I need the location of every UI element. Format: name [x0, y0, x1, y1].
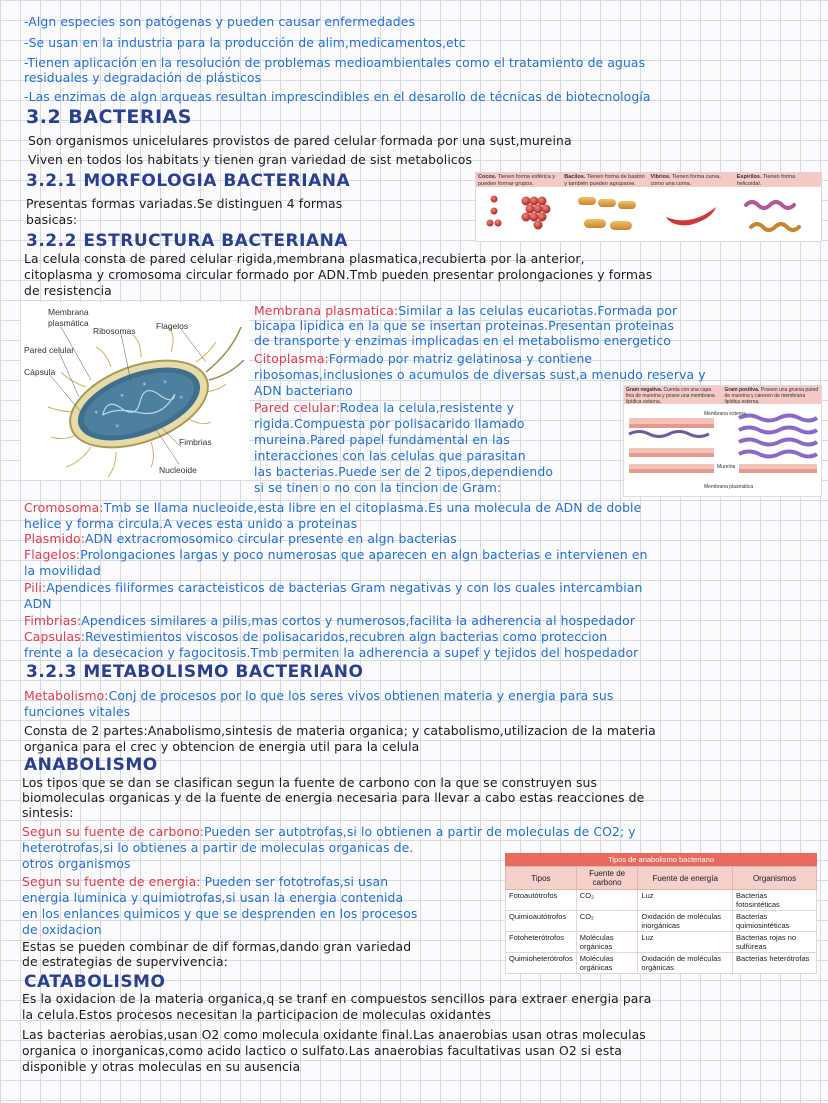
label-pared-celular: Pared celular [24, 345, 75, 355]
bacilos-icon [578, 197, 636, 230]
morfologia-line: basicas: [26, 212, 78, 227]
label-membrana-2: plasmática [48, 318, 89, 328]
estructura-term-line: Capsulas:Revestimientos viscosos de polisacaridos,recubren algn bacterias como proteccion [24, 629, 608, 644]
intro-line: -Tienen aplicación en la resolución de problemas medioambientales como el tratamiento de aguas [24, 55, 646, 70]
gram-negative-header: Gram negativa. Cuenta con una capa fina de mureína y posee una membrana lipídica externa. [626, 387, 715, 404]
shape-header-cocos: Cocos. Tienen forma esférica y pueden formar grupos. [478, 174, 556, 187]
section-title-estructura: 3.2.2 ESTRUCTURA BACTERIANA [26, 231, 348, 251]
table-cell: Bacterias fotosintéticas [733, 890, 817, 911]
gram-positive-header: Gram positiva. Poseen una gruesa pared de mureína y carecen de membrana lipídica externa. [724, 387, 819, 404]
intro-line: -Algn especies son patógenas y pueden causar enfermedades [24, 14, 416, 29]
estructura-line: de resistencia [24, 283, 112, 298]
table-cell: Oxidación de moléculas orgánicas [638, 953, 733, 974]
estructura-term-line: Pili:Apendices filiformes caracteisticos de bacterias Gram negativas y con los cuales intercambian [24, 580, 643, 595]
estructura-detail-line: si se tinen o no con la tincion de Gram: [254, 480, 502, 495]
anabolismo-energia: en los enlances quimicos y que se desprenden en los procesos [22, 906, 418, 921]
label-capsula: Cápsula [24, 367, 56, 377]
anabolismo-energia: energia luminica y quimiotrofas,si usan la energia contenida [22, 890, 404, 905]
metabolismo-definition: funciones vitales [24, 704, 131, 719]
intro-line: -Las enzimas de algn arqueas resultan imprescindibles en el desarollo de técnicas de biotecnología [24, 89, 651, 104]
table-cell: CO₂ [576, 911, 638, 932]
estructura-term-line: ADN [24, 596, 52, 611]
section-title-morfologia: 3.2.1 MORFOLOGIA BACTERIANA [26, 171, 351, 191]
shape-header-espirilos: Espirilos. Tienen forma helicoidal. [736, 174, 796, 187]
table-row [506, 911, 817, 932]
label-nucleoide: Nucleoide [159, 465, 197, 475]
estructura-detail-line: Citoplasma:Formado por matriz gelatinosa y contiene [254, 351, 593, 366]
catabolismo-line: disponible y otras moleculas en su ausencia [22, 1059, 301, 1074]
section-title-catabolismo: CATABOLISMO [24, 972, 166, 992]
estructura-term-line: Plasmido:ADN extracromosomico circular presente en algn bacterias [24, 531, 457, 546]
table-cell: CO₂ [576, 890, 638, 911]
estructura-term-line: Fimbrias:Apendices similares a pilis,mas cortos y numerosos,facilita la adherencia al hospedador [24, 613, 636, 628]
estructura-line: citoplasma y cromosoma circular formado por ADN.Tmb pueden presentar prolongaciones y formas [24, 267, 653, 282]
section-title-bacterias: 3.2 BACTERIAS [26, 106, 192, 128]
shape-header-bacilos: Bacilos. Tienen forma de bastón y también pueden agruparse. [564, 174, 645, 187]
estructura-line: La celula consta de pared celular rigida,membrana plasmatica,recubierta por la anterior, [24, 251, 585, 266]
bacterium-diagram [21, 302, 249, 480]
anabolismo-table [505, 853, 817, 974]
metabolismo-line: Consta de 2 partes:Anabolismo,sintesis de materia organica; y catabolismo,utilizacion de la materia [24, 723, 656, 738]
table-header: Tipos [506, 867, 577, 890]
label-membrana-1: Membrana [48, 307, 89, 317]
anabolismo-closing: de estrategias de supervivencia: [22, 954, 228, 969]
anabolismo-carbono: Segun su fuente de carbono:Pueden ser autotrofas,si lo obtienen a partir de moleculas de CO2; y [22, 824, 636, 839]
table-cell: Quimioheterótrofos [506, 953, 577, 974]
estructura-detail-line: ADN bacteriano [254, 383, 353, 398]
estructura-detail-line: bicapa lipidica en la que se insertan proteinas.Presentan proteinas [254, 318, 675, 333]
anabolismo-energia: Segun su fuente de energia: Pueden ser fototrofas,si usan [22, 874, 389, 889]
table-header: Fuente de carbono [576, 867, 638, 890]
catabolismo-line: organica o inorganicas,como acido lactico o sulfato.Las anaerobias facultativas usan O2 si esta [22, 1043, 622, 1058]
intro-line: residuales y degradación de plásticos [24, 70, 262, 85]
label-ribosomas: Ribosomas [93, 326, 136, 336]
section-title-anabolismo: ANABOLISMO [24, 755, 158, 775]
catabolismo-line: la celula.Estos procesos necesitan la participacion de moleculas oxidantes [22, 1007, 492, 1022]
table-cell: Fotoheterótrofos [506, 932, 577, 953]
estructura-term-line: helice y forma circula.A veces esta unido a proteinas [24, 516, 358, 531]
intro-line: -Se usan en la industria para la producción de alim,medicamentos,etc [24, 35, 466, 50]
gram-figure [623, 385, 822, 497]
table-row [506, 932, 817, 953]
anabolismo-line: Los tipos que se dan se clasifican segun la fuente de carbono con la que se construyen sus [22, 775, 598, 790]
table-row [506, 890, 817, 911]
table-cell: Luz [638, 932, 733, 953]
label-membrana-externa: Membrana externa [704, 411, 746, 417]
anabolismo-closing: Estas se pueden combinar de dif formas,dando gran variedad [22, 939, 412, 954]
catabolismo-line: Es la oxidacion de la materia organica,q se tranf en compuestos sencillos para extraer energia para [22, 991, 652, 1006]
estructura-term-line: Cromosoma:Tmb se llama nucleoide,esta libre en el citoplasma.Es una molecula de ADN de doble [24, 500, 642, 515]
gram-wall-illustration [624, 404, 821, 496]
shape-header-vibrios: Vibrios. Tienen forma curva, como una coma. [650, 174, 721, 187]
espirilos-icon [746, 202, 799, 230]
anabolismo-energia: de oxidacion [22, 922, 102, 937]
estructura-detail-line: ribosomas,inclusiones o acumulos de diversas sust,a menudo reserva y [254, 367, 706, 382]
table-cell: Fotoautótrofos [506, 890, 577, 911]
estructura-term-line: la movilidad [24, 563, 101, 578]
table-header: Fuente de energía [638, 867, 733, 890]
estructura-detail-line: interacciones con las celulas que parasitan [254, 448, 526, 463]
estructura-term-line: frente a la desecacion y fagocitosis.Tmb permiten la adherencia a supef y tejidos del hospedador [24, 645, 639, 660]
morfologia-line: Presentas formas variadas.Se distinguen 4 formas [26, 196, 343, 211]
table-cell: Bacterias heterótrofas [733, 953, 817, 974]
table-caption: Tipos de anabolismo bacteriano [505, 853, 817, 866]
table-row [506, 953, 817, 974]
anabolismo-carbono: otros organismos [22, 856, 131, 871]
anabolismo-line: sintesis: [22, 805, 74, 820]
table-cell: Oxidación de moléculas inorgánicas [638, 911, 733, 932]
estructura-detail-line: Membrana plasmatica:Similar a las celulas eucariotas.Formada por [254, 303, 678, 318]
table-cell: Moléculas orgánicas [576, 932, 638, 953]
estructura-detail-line: las bacterias.Puede ser de 2 tipos,dependiendo [254, 464, 554, 479]
cocos-icon [487, 196, 551, 230]
label-membrana-plasmatica: Membrana plasmática [704, 484, 754, 490]
label-mureina: Mureína [717, 464, 736, 470]
estructura-detail-line: mureina.Pared papel fundamental en las [254, 432, 510, 447]
bacterias-line: Son organismos unicelulares provistos de pared celular formada por una sust,mureina [28, 133, 572, 148]
section-title-metabolismo: 3.2.3 METABOLISMO BACTERIANO [26, 662, 364, 682]
table-cell: Bacterias quimiosintéticas [733, 911, 817, 932]
table-cell: Quimioautótrofos [506, 911, 577, 932]
estructura-detail-line: rigida.Compuesta por polisacarido llamado [254, 416, 525, 431]
estructura-term-line: Flagelos:Prolongaciones largas y poco numerosas que aparecen en algn bacterias e intervienen en [24, 547, 648, 562]
vibrios-icon [666, 207, 716, 225]
estructura-detail-line: Pared celular:Rodea la celula,resistente y [254, 400, 515, 415]
catabolismo-line: Las bacterias aerobias,usan O2 como molecula oxidante final.Las anaerobias usan otras moleculas [22, 1027, 646, 1042]
bacteria-shapes-figure [475, 172, 822, 242]
anabolismo-carbono: heterotrofas,si lo obtienes a partir de moleculas organicas de. [22, 840, 414, 855]
table-cell: Bacterias rojas no sulfúreas [733, 932, 817, 953]
metabolismo-definition: Metabolismo:Conj de procesos por lo que los seres vivos obtienen materia y energia para sus [24, 688, 614, 703]
table-header: Organismos [733, 867, 817, 890]
estructura-detail-line: de transporte y enzimas implicadas en el metabolismo energetico [254, 333, 671, 348]
table-cell: Moléculas orgánicas [576, 953, 638, 974]
label-flagelos: Flagelos [156, 321, 189, 331]
label-fimbrias: Fimbrias [179, 437, 212, 447]
bacteria-shapes-illustration [476, 187, 821, 241]
metabolismo-line: organica para el crec y obtencion de energia util para la celula [24, 739, 420, 754]
table-cell: Luz [638, 890, 733, 911]
anabolismo-line: biomoleculas organicas y de la fuente de energia necesaria para llevar a cabo estas reacciones de [22, 790, 645, 805]
table-header-row [506, 867, 817, 890]
bacterias-line: Viven en todos los habitats y tienen gran variedad de sist metabolicos [28, 152, 473, 167]
